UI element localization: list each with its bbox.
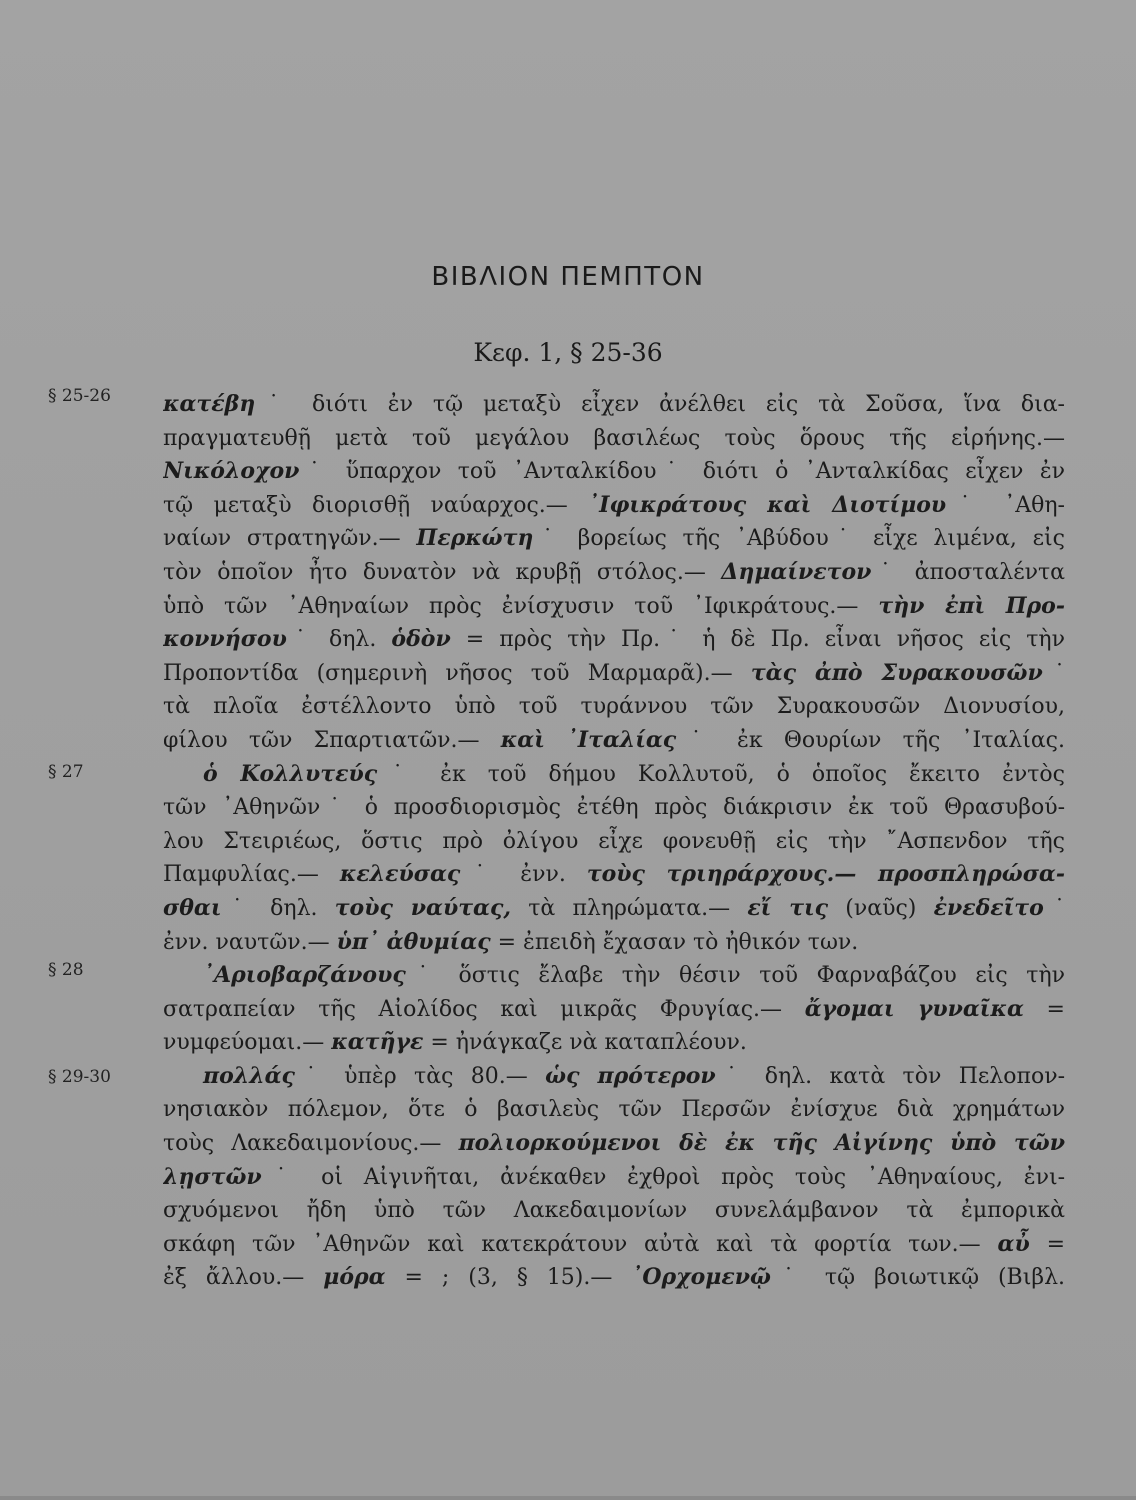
- text-line: [163, 1060, 1065, 1094]
- gloss-text: ˙ ᾿Αθη-: [946, 492, 1065, 518]
- gloss-text: Παμφυλίας.—: [163, 862, 340, 888]
- gloss-text: σατραπείαν τῆς Αἰολίδος καὶ μικρᾶς Φρυγίας.—: [163, 996, 805, 1022]
- lemma-term: ἄγομαι γυναῖκα: [804, 995, 1024, 1022]
- text-line: [163, 993, 1065, 1027]
- page-edge: [0, 1496, 1136, 1500]
- gloss-text: ἐξ ἄλλου.—: [163, 1265, 324, 1291]
- gloss-text: ˙ οἱ Αἰγινῆται, ἀνέκαθεν ἐχθροὶ πρὸς τοὺς ᾿Αθηναίους, ἐνι-: [261, 1164, 1065, 1190]
- gloss-text: ˙ ἐκ Θουρίων τῆς ᾿Ιταλίας.: [676, 727, 1065, 753]
- gloss-text: = ἠνάγκαζε νὰ καταπλέουν.: [423, 1030, 747, 1056]
- section-mark-25-26: § 25-26: [48, 386, 111, 406]
- gloss-text: τὰ πλοῖα ἐστέλλοντο ὑπὸ τοῦ τυράννου τῶν Συρακουσῶν Διονυσίου,: [163, 694, 1065, 720]
- lemma-term: ᾿Ορχομενῷ: [631, 1264, 771, 1291]
- lemma-term: κοννήσου: [163, 626, 287, 653]
- gloss-text: ˙ βορείως τῆς ᾿Αβύδου˙ εἶχε λιμένα, εἰς: [533, 526, 1065, 552]
- gloss-text: ˙ δηλ.: [286, 627, 392, 653]
- text-line: [163, 791, 1065, 825]
- lemma-term: ὡς πρότερον: [545, 1062, 716, 1089]
- gloss-text: σκάφη τῶν ᾿Αθηνῶν καὶ κατεκράτουν αὐτὰ καὶ τὰ φορτία των.—: [163, 1231, 998, 1257]
- gloss-text: = πρὸς τὴν Πρ.˙ ἡ δὲ Πρ. εἶναι νῆσος εἰς τὴν: [450, 627, 1065, 653]
- text-line: [163, 1093, 1065, 1127]
- section-mark-29-30: § 29-30: [48, 1067, 111, 1087]
- lemma-term: ἐνεδεῖτο: [933, 894, 1044, 921]
- lemma-term: πολιορκούμενοι δὲ ἐκ τῆς Αἰγίνης ὑπὸ τῶν: [458, 1130, 1065, 1157]
- text-line: [163, 556, 1065, 590]
- lemma-term: σθαι: [163, 894, 222, 921]
- gloss-text: νυμφεύομαι.—: [163, 1030, 332, 1056]
- gloss-text: φίλου τῶν Σπαρτιατῶν.—: [163, 727, 501, 753]
- gloss-text: ἐνν. ναυτῶν.—: [163, 929, 337, 955]
- text-line: [163, 959, 1065, 993]
- lemma-term: τὴν ἐπὶ Προ-: [878, 592, 1065, 619]
- text-line: [163, 926, 1065, 960]
- text-line: [163, 858, 1065, 892]
- gloss-text: ˙ ἐκ τοῦ δήμου Κολλυτοῦ, ὁ ὁποῖος ἔκειτο ἐντὸς: [377, 761, 1065, 787]
- text-line: [163, 489, 1065, 523]
- gloss-text: ναίων στρατηγῶν.—: [163, 526, 417, 552]
- gloss-text: Προποντίδα (σημερινὴ νῆσος τοῦ Μαρμαρᾶ).—: [163, 660, 751, 686]
- lemma-term: τοὺς τριηράρχους.— προσπληρώσα-: [586, 861, 1065, 888]
- text-line: [163, 623, 1065, 657]
- lemma-term: ὁ Κολλυτεύς: [203, 760, 378, 787]
- gloss-text: ˙ τῷ βοιωτικῷ (Βιβλ.: [771, 1265, 1065, 1291]
- gloss-text: ˙ δηλ.: [221, 895, 335, 921]
- gloss-text: τῶν ᾿Αθηνῶν˙ ὁ προσδιορισμὸς ἐτέθη πρὸς διάκρισιν ἐκ τοῦ Θρασυβού-: [163, 795, 1065, 821]
- lemma-term: εἴ τις: [747, 894, 829, 921]
- gloss-text: ˙ ὕπαρχον τοῦ ᾿Ανταλκίδου˙ διότι ὁ ᾿Ανταλκίδας εἶχεν ἐν: [299, 459, 1065, 485]
- text-line: [163, 590, 1065, 624]
- lemma-term: κατῆγε: [331, 1029, 424, 1056]
- lemma-term: μόρα: [323, 1264, 386, 1291]
- gloss-text: τοὺς Λακεδαιμονίους.—: [163, 1131, 459, 1157]
- lemma-term: τὰς ἀπὸ Συρακουσῶν: [750, 659, 1043, 686]
- text-line: [163, 522, 1065, 556]
- gloss-text: = ἐπειδὴ ἔχασαν τὸ ἠθικόν των.: [490, 929, 859, 955]
- lemma-term: κατέβη: [163, 391, 256, 417]
- gloss-text: τῷ μεταξὺ διορισθῇ ναύαρχος.—: [163, 492, 589, 518]
- text-line: [163, 1127, 1065, 1161]
- lemma-term: ὑπ᾿ ἀθυμίας: [336, 928, 491, 955]
- gloss-text: νησιακὸν πόλεμον, ὅτε ὁ βασιλεὺς τῶν Περσῶν ἐνίσχυε διὰ χρημάτων: [163, 1097, 1065, 1123]
- text-line: [163, 455, 1065, 489]
- text-line: [163, 1194, 1065, 1228]
- gloss-text: =: [1023, 996, 1065, 1022]
- text-line: [163, 657, 1065, 691]
- lemma-term: αὖ: [997, 1230, 1030, 1257]
- gloss-text: ˙ ἐνν.: [460, 862, 587, 888]
- lemma-term: πολλάς: [203, 1062, 295, 1089]
- gloss-text: ὑπὸ τῶν ᾿Αθηναίων πρὸς ἐνίσχυσιν τοῦ ᾿Ιφικράτους.—: [163, 593, 879, 619]
- text-line: [163, 825, 1065, 859]
- text-line: [163, 388, 1065, 422]
- text-line: [163, 1026, 1065, 1060]
- commentary-text: [163, 388, 1065, 1295]
- text-line: [163, 690, 1065, 724]
- lemma-term: λῃστῶν: [163, 1163, 262, 1190]
- lemma-term: ᾿Ιφικράτους καὶ Διοτίμου: [588, 491, 947, 518]
- text-line: [163, 422, 1065, 456]
- chapter-subtitle: Κεφ. 1, § 25-36: [473, 338, 663, 367]
- text-line: [163, 1228, 1065, 1262]
- text-line: [163, 1261, 1065, 1295]
- gloss-text: λου Στειριέως, ὅστις πρὸ ὀλίγου εἶχε φονευθῇ εἰς τὴν ῎Ασπενδον τῆς: [163, 828, 1065, 854]
- gloss-text: πραγματευθῇ μετὰ τοῦ μεγάλου βασιλέως τοὺς ὅρους τῆς εἰρήνης.—: [163, 425, 1065, 451]
- text-line: [163, 892, 1065, 926]
- gloss-text: ˙ δηλ. κατὰ τὸν Πελοπον-: [715, 1063, 1065, 1089]
- gloss-text: = ; (3, § 15).—: [385, 1265, 632, 1291]
- gloss-text: σχυόμενοι ἤδη ὑπὸ τῶν Λακεδαιμονίων συνελάμβανον τὰ ἐμπορικὰ: [163, 1198, 1065, 1224]
- gloss-text: =: [1029, 1231, 1065, 1257]
- gloss-text: (ναῦς): [828, 895, 934, 921]
- lemma-term: ᾿Αριοβαρζάνους: [203, 962, 406, 989]
- gloss-text: ˙ ἀποσταλέντα: [871, 559, 1065, 585]
- text-line: [163, 1161, 1065, 1195]
- gloss-text: τὸν ὁποῖον ἦτο δυνατὸν νὰ κρυβῇ στόλος.—: [163, 559, 722, 585]
- lemma-term: τοὺς ναύτας,: [334, 894, 511, 921]
- lemma-term: Περκώτη: [416, 525, 534, 552]
- section-mark-28: § 28: [48, 960, 84, 980]
- gloss-text: ˙: [1042, 660, 1065, 686]
- gloss-text: ˙ ὅστις ἔλαβε τὴν θέσιν τοῦ Φαρναβάζου εἰς τὴν: [405, 963, 1065, 989]
- lemma-term: Δημαίνετον: [721, 558, 872, 585]
- lemma-term: κελεύσας: [339, 861, 461, 888]
- text-line: [163, 758, 1065, 792]
- gloss-text: τὰ πληρώματα.—: [511, 895, 748, 921]
- gloss-text: ˙ ὑπὲρ τὰς 80.—: [294, 1063, 546, 1089]
- lemma-term: καὶ ᾿Ιταλίας: [500, 726, 677, 753]
- lemma-term: Νικόλοχον: [163, 458, 300, 485]
- gloss-text: ˙ διότι ἐν τῷ μεταξὺ εἶχεν ἀνέλθει εἰς τὰ Σοῦσα, ἵνα δια-: [255, 392, 1065, 417]
- lemma-term: ὁδὸν: [391, 626, 451, 653]
- section-mark-27: § 27: [48, 762, 84, 782]
- gloss-text: ˙: [1043, 895, 1065, 921]
- text-line: [163, 724, 1065, 758]
- page-title: ΒΙΒΛΙΟΝ ΠΕΜΠΤΟΝ: [431, 262, 705, 292]
